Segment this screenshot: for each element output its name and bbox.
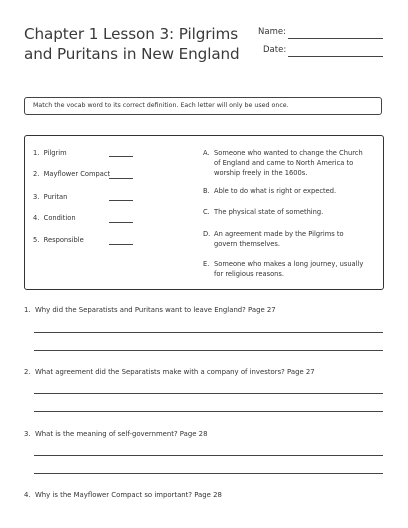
question-4 (24, 491, 222, 499)
date-field[interactable] (288, 56, 383, 57)
date-label: Date: (263, 45, 287, 55)
name-label: Name: (258, 27, 286, 37)
term-3 (33, 193, 67, 201)
question-2 (24, 368, 315, 376)
instructions-box (24, 97, 382, 115)
question-number: 4. (24, 491, 31, 499)
term-word: Pilgrim (43, 149, 67, 157)
term-number: 2. (33, 170, 40, 178)
question-number: 2. (24, 368, 31, 376)
term-2-answer-blank[interactable] (109, 178, 133, 179)
term-number: 4. (33, 214, 40, 222)
term-3-answer-blank[interactable] (109, 200, 133, 201)
term-1 (33, 149, 67, 157)
answer-line[interactable] (34, 473, 383, 474)
question-text: Why is the Mayflower Compact so important? Page 28 (34, 491, 222, 499)
term-2 (33, 170, 110, 178)
term-word: Condition (43, 214, 76, 222)
definition-b (203, 186, 365, 196)
definition-text: Able to do what is right or expected. (214, 187, 337, 195)
term-5 (33, 236, 84, 244)
term-4-answer-blank[interactable] (109, 222, 133, 223)
definition-e (203, 259, 365, 279)
term-word: Mayflower Compact (43, 170, 111, 178)
term-word: Puritan (43, 193, 68, 201)
question-1 (24, 306, 276, 314)
answer-line[interactable] (34, 350, 383, 351)
definition-text: The physical state of something. (214, 208, 324, 216)
question-text: What agreement did the Separatists make with a company of investors? Page 27 (34, 368, 315, 376)
question-number: 1. (24, 306, 31, 314)
answer-line[interactable] (34, 332, 383, 333)
definition-letter: D. (203, 230, 211, 238)
term-5-answer-blank[interactable] (109, 244, 133, 245)
instructions-text: Match the vocab word to its correct definition. Each letter will only be used once. (33, 102, 289, 109)
term-4 (33, 214, 76, 222)
definition-text: Someone who wanted to change the Church of England and came to North America to worship freely in the 1600s. (214, 149, 363, 178)
question-3 (24, 430, 207, 438)
name-field[interactable] (288, 38, 383, 39)
term-1-answer-blank[interactable] (109, 156, 133, 157)
worksheet-title: Chapter 1 Lesson 3: Pilgrims and Puritans in New England (24, 25, 240, 63)
answer-line[interactable] (34, 393, 383, 394)
definition-letter: C. (203, 208, 210, 216)
question-number: 3. (24, 430, 31, 438)
term-number: 3. (33, 193, 40, 201)
definition-a (203, 148, 365, 179)
definition-letter: A. (203, 149, 210, 157)
definition-letter: B. (203, 187, 210, 195)
definition-text: Someone who makes a long journey, usually for religious reasons. (214, 260, 364, 279)
question-text: What is the meaning of self-government? Page 28 (34, 430, 208, 438)
term-number: 1. (33, 149, 40, 157)
answer-line[interactable] (34, 455, 383, 456)
term-number: 5. (33, 236, 40, 244)
definition-d (203, 229, 365, 249)
question-text: Why did the Separatists and Puritans want to leave England? Page 27 (34, 306, 276, 314)
definition-letter: E. (203, 260, 210, 268)
definition-c (203, 207, 365, 217)
definition-text: An agreement made by the Pilgrims to govern themselves. (214, 230, 344, 249)
term-word: Responsible (43, 236, 84, 244)
answer-line[interactable] (34, 411, 383, 412)
